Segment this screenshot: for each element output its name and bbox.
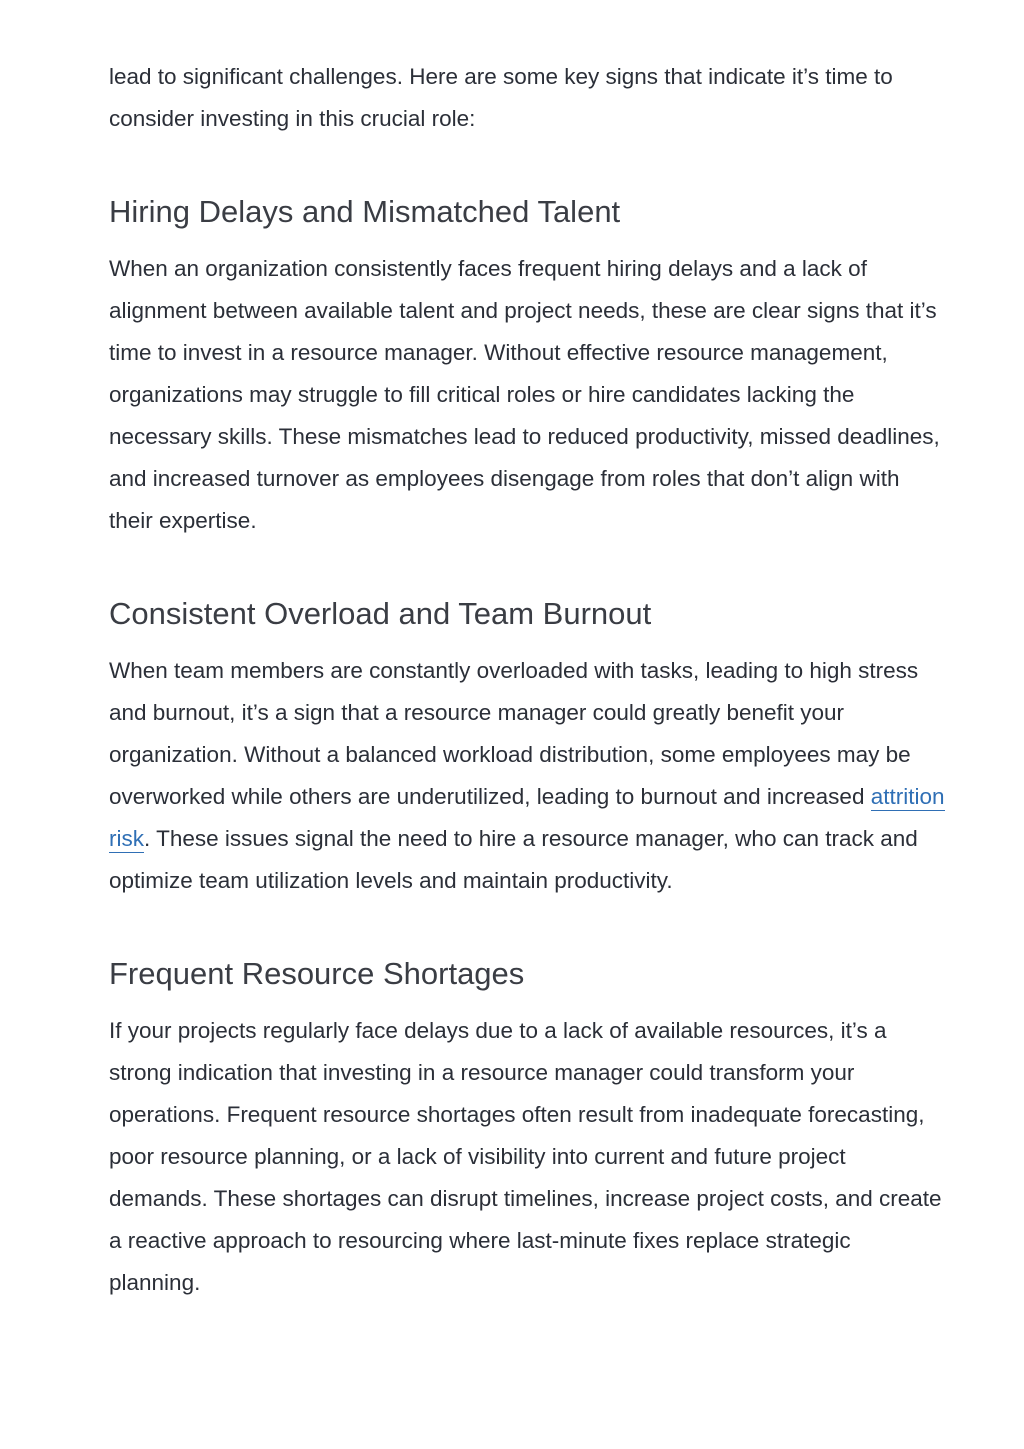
section-heading-overload-burnout: Consistent Overload and Team Burnout — [109, 596, 652, 631]
section-body-overload-burnout — [109, 650, 947, 902]
intro-paragraph: lead to significant challenges. Here are some key signs that indicate it’s time to consider investing in this crucial role: — [109, 64, 893, 131]
body-text-after-link: . These issues signal the need to hire a resource manager, who can track and optimize team utilization levels and maintain productivity. — [109, 826, 918, 893]
attrition-risk-link[interactable]: attrition risk — [109, 784, 945, 851]
section-heading-resource-shortages: Frequent Resource Shortages — [109, 956, 525, 991]
article-content — [109, 56, 947, 1356]
section-heading-hiring-delays: Hiring Delays and Mismatched Talent — [109, 194, 621, 229]
body-text-before-link: When team members are constantly overloaded with tasks, leading to high stress and burnout, it’s a sign that a resource manager could greatly benefit your organization. Without a balanced workload distribution, some employees may be overworked while others are underutilized, leading to burnout and increased — [109, 658, 919, 809]
section-body-resource-shortages: If your projects regularly face delays due to a lack of available resources, it’s a strong indication that investing in a resource manager could transform your operations. Frequent resource shortages often result from inadequate forecasting, poor resource planning, or a lack of visibility into current and future project demands. These shortages can disrupt timelines, increase project costs, and create a reactive approach to resourcing where last-minute fixes replace strategic planning. — [109, 1018, 942, 1295]
section-body-hiring-delays: When an organization consistently faces frequent hiring delays and a lack of alignment between available talent and project needs, these are clear signs that it’s time to invest in a resource manager. Without effective resource management, organizations may struggle to fill critical roles or hire candidates lacking the necessary skills. These mismatches lead to reduced productivity, missed deadlines, and increased turnover as employees disengage from roles that don’t align with their expertise. — [109, 256, 940, 533]
